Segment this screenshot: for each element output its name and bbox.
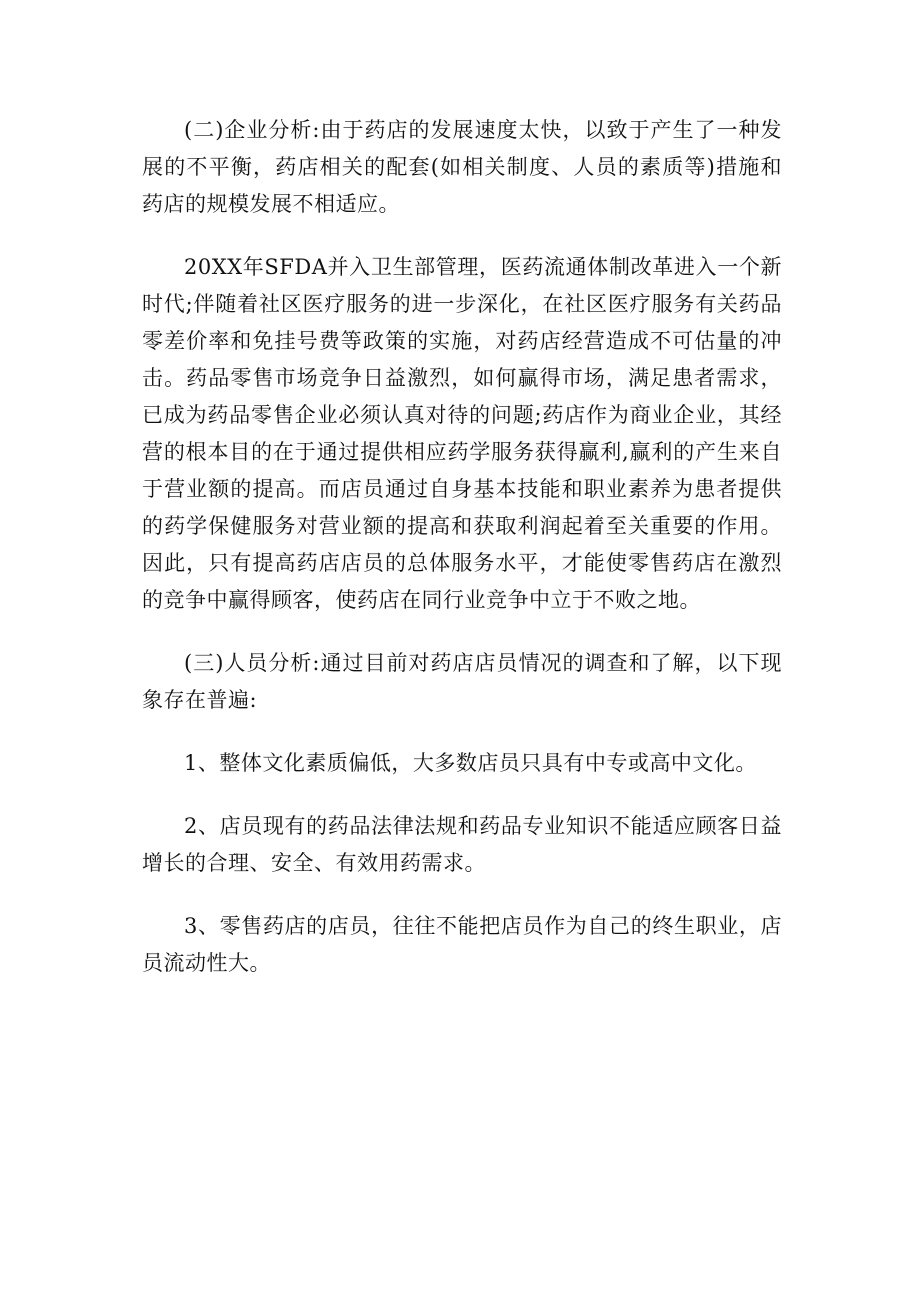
paragraph-policy-market: 20XX年SFDA并入卫生部管理，医药流通体制改革进入一个新时代;伴随着社区医疗服务的进一步深化，在社区医疗服务有关药品零差价率和免挂号费等政策的实施，对药店经营造成不可估量的冲击。药品零售市场竞争日益激烈，如何赢得市场，满足患者需求，已成为药品零售企业必须认真对待的问题;药店作为商业企业，其经营的根本目的在于通过提供相应药学服务获得赢利,赢利的产生来自于营业额的提高。而店员通过自身基本技能和职业素养为患者提供的药学保健服务对营业额的提高和获取利润起着至关重要的作用。因此，只有提高药店店员的总体服务水平，才能使零售药店在激烈的竞争中赢得顾客，使药店在同行业竞争中立于不败之地。 <box>142 255 782 612</box>
list-item-turnover: 3、零售药店的店员，往往不能把店员作为自己的终生职业，店员流动性大。 <box>142 914 782 975</box>
paragraph-personnel-analysis: (三)人员分析:通过目前对药店店员情况的调查和了解，以下现象存在普遍: <box>142 651 782 712</box>
document-body <box>142 112 782 982</box>
paragraph-enterprise-analysis: (二)企业分析:由于药店的发展速度太快，以致于产生了一种发展的不平衡，药店相关的配套(如相关制度、人员的素质等)措施和药店的规模发展不相适应。 <box>142 118 782 216</box>
list-item-education: 1、整体文化素质偏低，大多数店员只具有中专或高中文化。 <box>184 751 757 775</box>
list-item-knowledge: 2、店员现有的药品法律法规和药品专业知识不能适应顾客日益增长的合理、安全、有效用药需求。 <box>142 814 782 875</box>
